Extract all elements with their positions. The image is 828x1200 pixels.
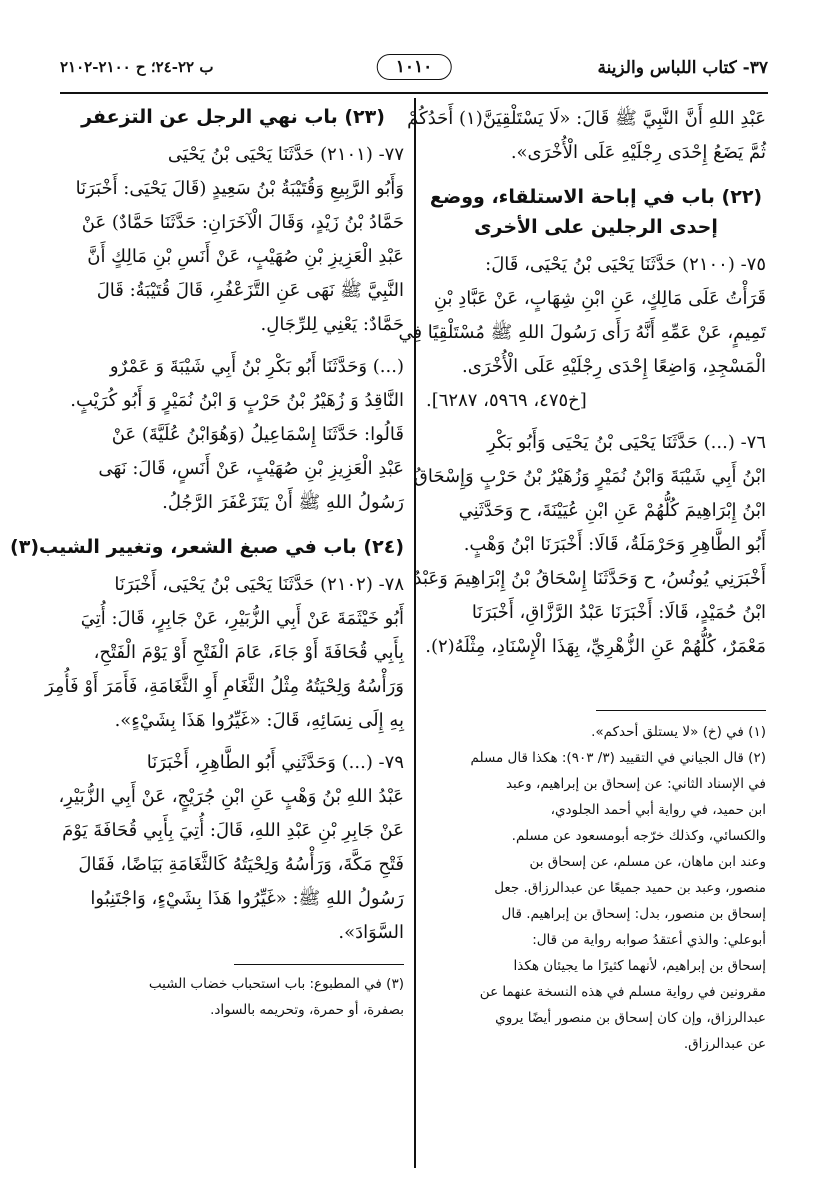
hadith-76: ٧٦- (...) حَدَّثَنَا يَحْيَى بْنُ يَحْيَى وَأَبُو بَكْرِ ابْنُ أَبِي شَيْبَةَ وَابْنُ نُمَيْرٍ وَزُهَيْرُ بْنُ حَرْبٍ وَإِسْحَاقُ ابْنُ إِبْرَاهِيمَ كُلُّهُمْ عَنِ ابْنِ عُيَيْنَةَ، ح وَحَدَّثَنِي أَبُو الطَّاهِرِ وَحَرْمَلَةُ، قَالَا: أَخْبَرَنَا ابْنُ وَهْبٍ. أَخْبَرَنِي يُونُسُ، ح وَحَدَّثَنَا إِسْحَاقُ بْنُ إِبْرَاهِيمَ وَعَبْدُ ابْنُ حُمَيْدٍ، قَالَا: أَخْبَرَنَا عَبْدُ الرَّزَّاقِ، أَخْبَرَنَا مَعْمَرٌ، كُلُّهُمْ عَنِ الزُّهْرِيِّ، بِهَذَا الْإِسْنَادِ، مِثْلَهُ(٢). — [413, 432, 766, 657]
book-title: ٣٧- كتاب اللباس والزينة — [597, 58, 768, 78]
page-number: ١٠١٠ — [377, 54, 452, 80]
hadith-75: ٧٥- (٢١٠٠) حَدَّثَنَا يَحْيَى بْنُ يَحْيَى، قَالَ: قَرَأْتُ عَلَى مَالِكٍ، عَنِ ابْنِ شِهَابٍ، عَنْ عَبَّادِ بْنِ تَمِيمٍ، عَنْ عَمِّهِ أَنَّهُ رَأَى رَسُولَ اللهِ ﷺ مُسْتَلْقِيًا فِي الْمَسْجِدِ، وَاضِعًا إِحْدَى رِجْلَيْهِ عَلَى الْأُخْرَى. [خ٤٧٥، ٥٩٦٩، ٦٢٨٧]. — [398, 254, 766, 411]
chapter-heading-22: (٢٢) باب في إباحة الاستلقاء، ووضع إحدى الرجلين على الأخرى — [429, 186, 763, 238]
hadith-77: ٧٧- (٢١٠١) حَدَّثَنَا يَحْيَى بْنُ يَحْيَى وَأَبُو الرَّبِيعِ وَقُتَيْبَةُ بْنُ سَعِيدٍ (قَالَ يَحْيَى: أَخْبَرَنَا حَمَّادُ بْنُ زَيْدٍ، وَقَالَ الْآخَرَانِ: حَدَّثَنَا حَمَّادٌ) عَنْ عَبْدِ الْعَزِيزِ بْنِ صُهَيْبٍ، عَنْ أَنَسِ بْنِ مَالِكٍ أَنَّ النَّبِيَّ ﷺ نَهَى عَنِ التَّزَعْفُرِ، قَالَ قُتَيْبَةُ: قَالَ حَمَّادٌ: يَعْنِي لِلرِّجَالِ. — [75, 144, 404, 335]
hadith-79: ٧٩- (...) وَحَدَّثَنِي أَبُو الطَّاهِرِ، أَخْبَرَنَا عَبْدُ اللهِ بْنُ وَهْبٍ عَنِ ابْنِ جُرَيْجٍ، عَنْ أَبِي الزُّبَيْرِ، عَنْ جَابِرِ بْنِ عَبْدِ اللهِ، قَالَ: أُتِيَ بِأَبِي قُحَافَةَ يَوْمَ فَتْحِ مَكَّةَ، وَرَأْسُهُ وَلِحْيَتُهُ كَالثَّغَامَةِ بَيَاضًا، فَقَالَ رَسُولُ اللهِ ﷺ: «غَيِّرُوا هَذَا بِشَيْءٍ، وَاجْتَنِبُوا السَّوَادَ». — [58, 752, 404, 943]
footnote-3: (٣) في المطبوع: باب استحباب خضاب الشيب بصفرة، أو حمرة، وتحريمه بالسواد. — [148, 976, 404, 1018]
page-header — [60, 52, 768, 94]
footnote-2: (٢) قال الجياني في التقييد (٣/ ٩٠٣): هكذا قال مسلم في الإسناد الثاني: عن إسحاق بن إبراهيم، وعبد ابن حميد، في رواية أبي أحمد الجلودي، والكسائي، وكذلك خرّجه أبومسعود عن مسلم. وعند ابن ماهان، عن مسلم، عن إسحاق بن منصور، وعبد بن حميد جميعًا عن عبدالرزاق. جعل إسحاق بن منصور، بدل: إسحاق بن إبراهيم. قال أبوعلي: والذي أعتقدُ صوابه رواية من قال: إسحاق بن إبراهيم، لأنهما كثيرًا ما يجيئان هكذا مقرونين في رواية مسلم في هذه النسخة عنهما عن عبدالرزاق، وإن كان إسحاق بن منصور أيضًا يروي عن عبدالرزاق. — [470, 750, 766, 1052]
hadith-78: ٧٨- (٢١٠٢) حَدَّثَنَا يَحْيَى بْنُ يَحْيَى، أَخْبَرَنَا أَبُو خَيْثَمَةَ عَنْ أَبِي الزُّبَيْرِ، عَنْ جَابِرٍ، قَالَ: أُتِيَ بِأَبِي قُحَافَةَ أَوْ جَاءَ، عَامَ الْفَتْحِ أَوْ يَوْمَ الْفَتْحِ، وَرَأْسُهُ وَلِحْيَتُهُ مِثْلُ الثَّغَامِ أَوِ الثَّغَامَةِ، فَأَمَرَ أَوْ فَأُمِرَ بِهِ إِلَى نِسَائِهِ، قَالَ: «غَيِّرُوا هَذَا بِشَيْءٍ». — [44, 574, 404, 731]
column-divider — [414, 98, 416, 1168]
hadith-74-ending: عَبْدِ اللهِ أَنَّ النَّبِيَّ ﷺ قَالَ: «لَا يَسْتَلْقِيَنَّ(١) أَحَدُكُمْ ثُمَّ يَضَعُ إِحْدَى رِجْلَيْهِ عَلَى الْأُخْرَى». — [407, 108, 766, 163]
chapter-heading-24: (٢٤) باب في صبغ الشعر، وتغيير الشيب(٣) — [10, 536, 404, 558]
right-column — [398, 102, 766, 1057]
left-column — [10, 102, 404, 1023]
chapter-hadith-refs: ب ٢٢-٢٤؛ ح ٢١٠٠-٢١٠٢ — [60, 58, 214, 76]
hadith-77-second-chain: (...) وَحَدَّثَنَا أَبُو بَكْرِ بْنُ أَبِي شَيْبَةَ وَ عَمْرٌو النَّاقِدُ وَ زُهَيْرُ بْنُ حَرْبٍ وَ ابْنُ نُمَيْرٍ وَ أَبُو كُرَيْبٍ. قَالُوا: حَدَّثَنَا إِسْمَاعِيلُ (وَهُوَابْنُ عُلَيَّةَ) عَنْ عَبْدِ الْعَزِيزِ بْنِ صُهَيْبٍ، عَنْ أَنَسٍ، قَالَ: نَهَى رَسُولُ اللهِ ﷺ أَنْ يَتَزَعْفَرَ الرَّجُلُ. — [70, 356, 404, 513]
chapter-heading-23: (٢٣) باب نهي الرجل عن التزعفر — [81, 106, 385, 128]
footnote-1: (١) في (خ) «لا يستلق أحدكم». — [591, 724, 766, 740]
